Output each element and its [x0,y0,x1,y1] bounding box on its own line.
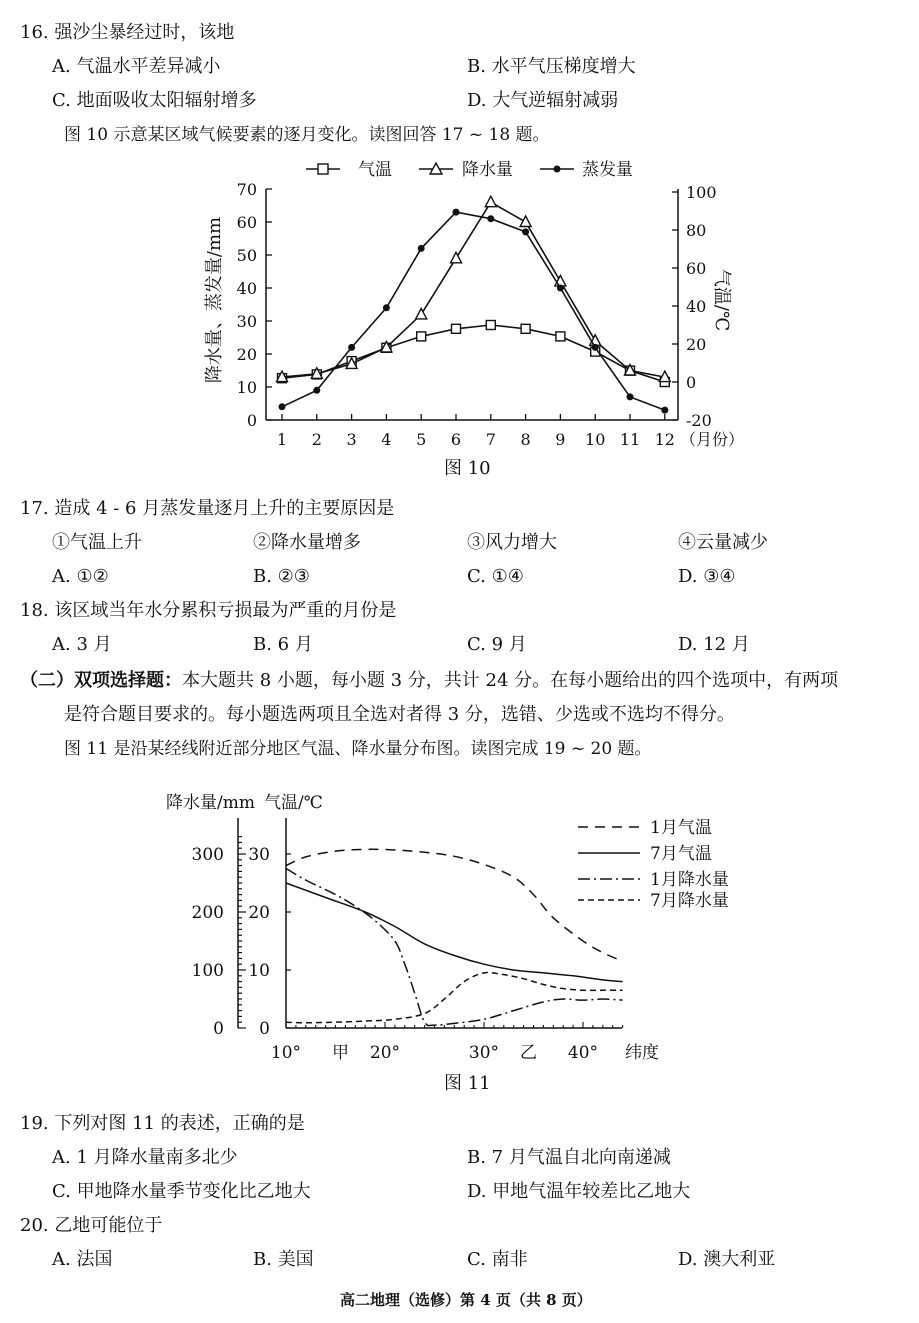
fig10-precip-point [416,308,427,319]
fig10-x-unit: （月份） [680,430,745,449]
fig11-intro: 图 11 是沿某经线附近部分地区气温、降水量分布图。读图完成 19 ~ 20 题。 [64,739,652,759]
q18-stem: 18. 该区域当年水分累积亏损最为严重的月份是 [20,600,397,621]
fig10-temp-point [452,324,461,333]
fig10-x-tick-label: 10 [585,430,606,449]
fig10-evap-point [557,285,564,292]
fig11-temp-tick-label: 0 [259,1019,270,1039]
fig10-x-tick-label: 4 [381,430,392,449]
fig10-right-tick-label: 100 [686,183,717,202]
fig10-right-tick-label: 0 [686,373,697,392]
legend-jul-temp: 7月气温 [650,844,712,864]
fig11-precip-tick-label: 0 [213,1019,224,1039]
fig10-precip-point [451,252,462,262]
figure-11-chart [0,770,919,1080]
fig10-evap-point [383,304,390,311]
fig10-precip-point [520,216,531,227]
fig10-evap-point [627,393,634,400]
q17-stem: 17. 造成 4 - 6 月蒸发量逐月上升的主要原因是 [20,498,395,519]
fig11-series-line [286,849,623,961]
fig11-x-tick-label: 40° [567,1043,599,1063]
fig10-evap-point [279,403,286,410]
legend-jan-temp: 1月气温 [650,818,712,838]
legend-evap: 蒸发量 [582,160,633,180]
q17-option-a: A. ①② [52,566,109,587]
section2-line1 [20,670,838,692]
q17-option-b: B. ②③ [253,566,310,587]
fig10-left-tick-label: 60 [236,213,257,232]
fig10-series-line [282,325,665,382]
fig10-left-tick-label: 20 [236,345,257,364]
q20-option-d: D. 澳大利亚 [678,1249,776,1270]
q18-option-c: C. 9 月 [467,634,527,655]
section2-heading: （二）双项选择题： [20,670,182,691]
legend-precip: 降水量 [462,160,513,180]
q17-option-c: C. ①④ [467,566,524,587]
legend-square-marker [318,164,328,174]
fig10-evap-point [592,344,599,351]
q16-option-a: A. 气温水平差异减小 [52,56,221,77]
fig11-series-line [286,973,623,1023]
fig10-evap-point [522,228,529,235]
fig10-temp-point [521,324,530,333]
fig11-x-tick-label: 30° [468,1043,500,1063]
fig10-left-tick-label: 40 [236,279,257,298]
q20-option-c: C. 南非 [467,1249,528,1270]
fig10-series-line [282,212,665,410]
fig10-series-line [282,202,665,377]
fig11-left-axis-label: 降水量/mm [166,793,255,813]
fig11-temp-tick-label: 30 [248,845,270,865]
fig10-legend [306,160,633,180]
fig10-precip-point [485,196,496,207]
fig11-legend [578,818,729,911]
fig10-x-tick-label: 11 [619,430,641,449]
fig11-precip-tick-label: 100 [191,961,224,981]
page-footer: 高二地理（选修）第 4 页（共 8 页） [340,1291,592,1309]
fig10-x-tick-label: 9 [555,430,566,449]
fig10-left-tick-label: 10 [236,378,257,397]
fig11-temp-tick-label: 20 [248,903,270,923]
q20-stem: 20. 乙地可能位于 [20,1215,163,1236]
fig11-series-line [286,869,623,1026]
q17-item-2: ②降水量增多 [253,532,361,553]
fig10-right-tick-label: 20 [686,335,707,354]
fig10-intro: 图 10 示意某区域气候要素的逐月变化。读图回答 17 ~ 18 题。 [64,125,550,145]
fig10-x-tick-label: 3 [346,430,357,449]
fig11-precip-tick-label: 200 [191,903,224,923]
q20-option-a: A. 法国 [52,1249,113,1270]
fig11-temp-tick-label: 10 [248,961,270,981]
q18-option-a: A. 3 月 [52,634,112,655]
figure-10-chart [0,150,919,450]
fig10-evap-point [453,209,460,216]
fig10-temp-point [486,321,495,330]
q16-option-d: D. 大气逆辐射减弱 [467,90,619,111]
q20-option-b: B. 美国 [253,1249,314,1270]
fig11-x-tick-label: 10° [270,1043,302,1063]
q19-option-d: D. 甲地气温年较差比乙地大 [467,1181,691,1202]
legend-temp: 气温 [358,160,392,180]
fig11-caption: 图 11 [444,1073,491,1094]
q16-option-b: B. 水平气压梯度增大 [467,56,636,77]
fig10-left-tick-label: 30 [236,312,257,331]
fig10-right-tick-label: 60 [686,259,707,278]
fig10-evap-point [418,245,425,252]
fig10-left-tick-label: 70 [236,180,257,199]
fig11-x-tick-label: 乙 [520,1043,538,1063]
fig10-right-tick-label: 80 [686,221,707,240]
fig10-x-tick-label: 2 [311,430,322,449]
q19-option-c: C. 甲地降水量季节变化比乙地大 [52,1181,311,1202]
fig10-x-tick-label: 12 [654,430,675,449]
fig10-left-axis-label: 降水量、蒸发量/mm [204,216,225,384]
q19-stem: 19. 下列对图 11 的表述，正确的是 [20,1113,305,1134]
fig10-temp-point [417,332,426,341]
fig10-evap-point [487,215,494,222]
fig10-right-tick-label: 40 [686,297,707,316]
q16-stem: 16. 强沙尘暴经过时，该地 [20,22,235,43]
fig10-caption: 图 10 [444,458,491,479]
legend-jan-precip: 1月降水量 [650,870,729,890]
fig10-x-tick-label: 6 [450,430,462,449]
q18-option-b: B. 6 月 [253,634,313,655]
q17-option-d: D. ③④ [678,566,736,587]
q17-item-3: ③风力增大 [467,532,557,553]
fig10-temp-point [556,332,565,341]
section2-line2: 是符合题目要求的。每小题选两项且全选对者得 3 分，选错、少选或不选均不得分。 [64,704,735,725]
fig10-x-tick-label: 5 [416,430,427,449]
fig11-x-tick-label: 纬度 [625,1043,659,1063]
fig10-evap-point [313,387,320,394]
legend-dot-marker [554,166,561,173]
fig10-x-tick-label: 7 [485,430,496,449]
q19-option-a: A. 1 月降水量南多北少 [52,1147,238,1168]
fig10-left-tick-label: 0 [246,411,257,430]
fig10-x-tick-label: 1 [276,430,288,449]
q18-option-d: D. 12 月 [678,634,750,655]
fig10-x-tick-label: 8 [520,430,531,449]
q17-item-1: ①气温上升 [52,532,142,553]
fig10-left-tick-label: 50 [236,246,257,265]
fig11-x-tick-label: 甲 [331,1043,349,1063]
fig11-right-axis-label: 气温/℃ [264,793,323,813]
section2-line1-text: 本大题共 8 小题，每小题 3 分，共计 24 分。在每小题给出的四个选项中，有两项 [182,670,839,691]
fig10-right-tick-label: -20 [686,411,712,430]
fig10-right-axis-label: 气温/℃ [711,268,732,332]
q19-option-b: B. 7 月气温自北向南递减 [467,1147,671,1168]
fig10-evap-point [348,344,355,351]
legend-jul-precip: 7月降水量 [650,891,729,911]
fig11-precip-tick-label: 300 [191,845,224,865]
q17-item-4: ④云量减少 [678,532,768,553]
fig11-x-tick-label: 20° [369,1043,401,1063]
fig10-evap-point [661,407,668,414]
q16-option-c: C. 地面吸收太阳辐射增多 [52,90,257,111]
